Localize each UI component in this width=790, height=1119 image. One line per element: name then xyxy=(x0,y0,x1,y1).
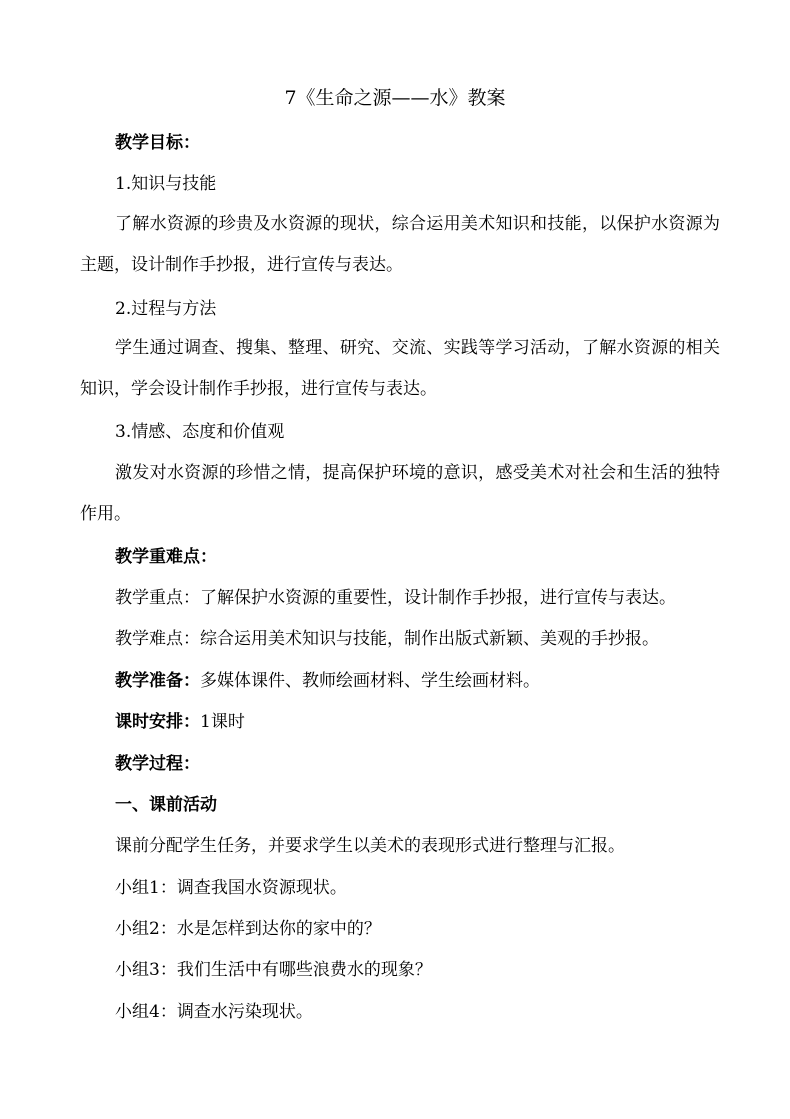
schedule-text: 1课时 xyxy=(200,712,245,732)
section1-intro: 课前分配学生任务，并要求学生以美术的表现形式进行整理与汇报。 xyxy=(115,836,625,856)
goal2-text: 学生通过调查、搜集、整理、研究、交流、实践等学习活动，了解水资源的相关知识，学会设计制作手抄报，进行宣传与表达。 xyxy=(80,338,720,399)
goal3-heading: 3.情感、态度和价值观 xyxy=(115,422,285,442)
prep-label: 教学准备： xyxy=(115,671,200,691)
section1-heading: 一、课前活动 xyxy=(115,795,217,815)
difficulty-label: 教学难点： xyxy=(115,629,200,649)
difficulty-text: 综合运用美术知识与技能，制作出版式新颖、美观的手抄报。 xyxy=(200,629,659,649)
goals-heading: 教学目标： xyxy=(115,133,200,153)
goal2-heading: 2.过程与方法 xyxy=(115,299,217,319)
document-title: 7《生命之源——水》教案 xyxy=(284,87,506,109)
goal3-text: 激发对水资源的珍惜之情，提高保护环境的意识，感受美术对社会和生活的独特作用。 xyxy=(80,463,720,524)
process-heading: 教学过程： xyxy=(115,754,200,774)
keypoint-line xyxy=(115,587,676,609)
prep-text: 多媒体课件、教师绘画材料、学生绘画材料。 xyxy=(200,671,540,691)
group-item: 小组1：调查我国水资源现状。 xyxy=(115,878,347,898)
goal1-heading: 1.知识与技能 xyxy=(115,174,217,194)
group-item: 小组3：我们生活中有哪些浪费水的现象？ xyxy=(115,960,432,980)
keypoint-label: 教学重点： xyxy=(115,588,200,608)
schedule-line xyxy=(115,711,245,733)
prep-line xyxy=(115,670,540,692)
keypoint-text: 了解保护水资源的重要性，设计制作手抄报，进行宣传与表达。 xyxy=(200,588,676,608)
group-item: 小组4：调查水污染现状。 xyxy=(115,1002,313,1022)
difficulty-line xyxy=(115,628,659,650)
schedule-label: 课时安排： xyxy=(115,712,200,732)
group-item: 小组2：水是怎样到达你的家中的？ xyxy=(115,919,381,939)
keypoints-heading: 教学重难点： xyxy=(115,547,217,567)
goal1-text: 了解水资源的珍贵及水资源的现状，综合运用美术知识和技能，以保护水资源为主题，设计制作手抄报，进行宣传与表达。 xyxy=(80,214,720,275)
